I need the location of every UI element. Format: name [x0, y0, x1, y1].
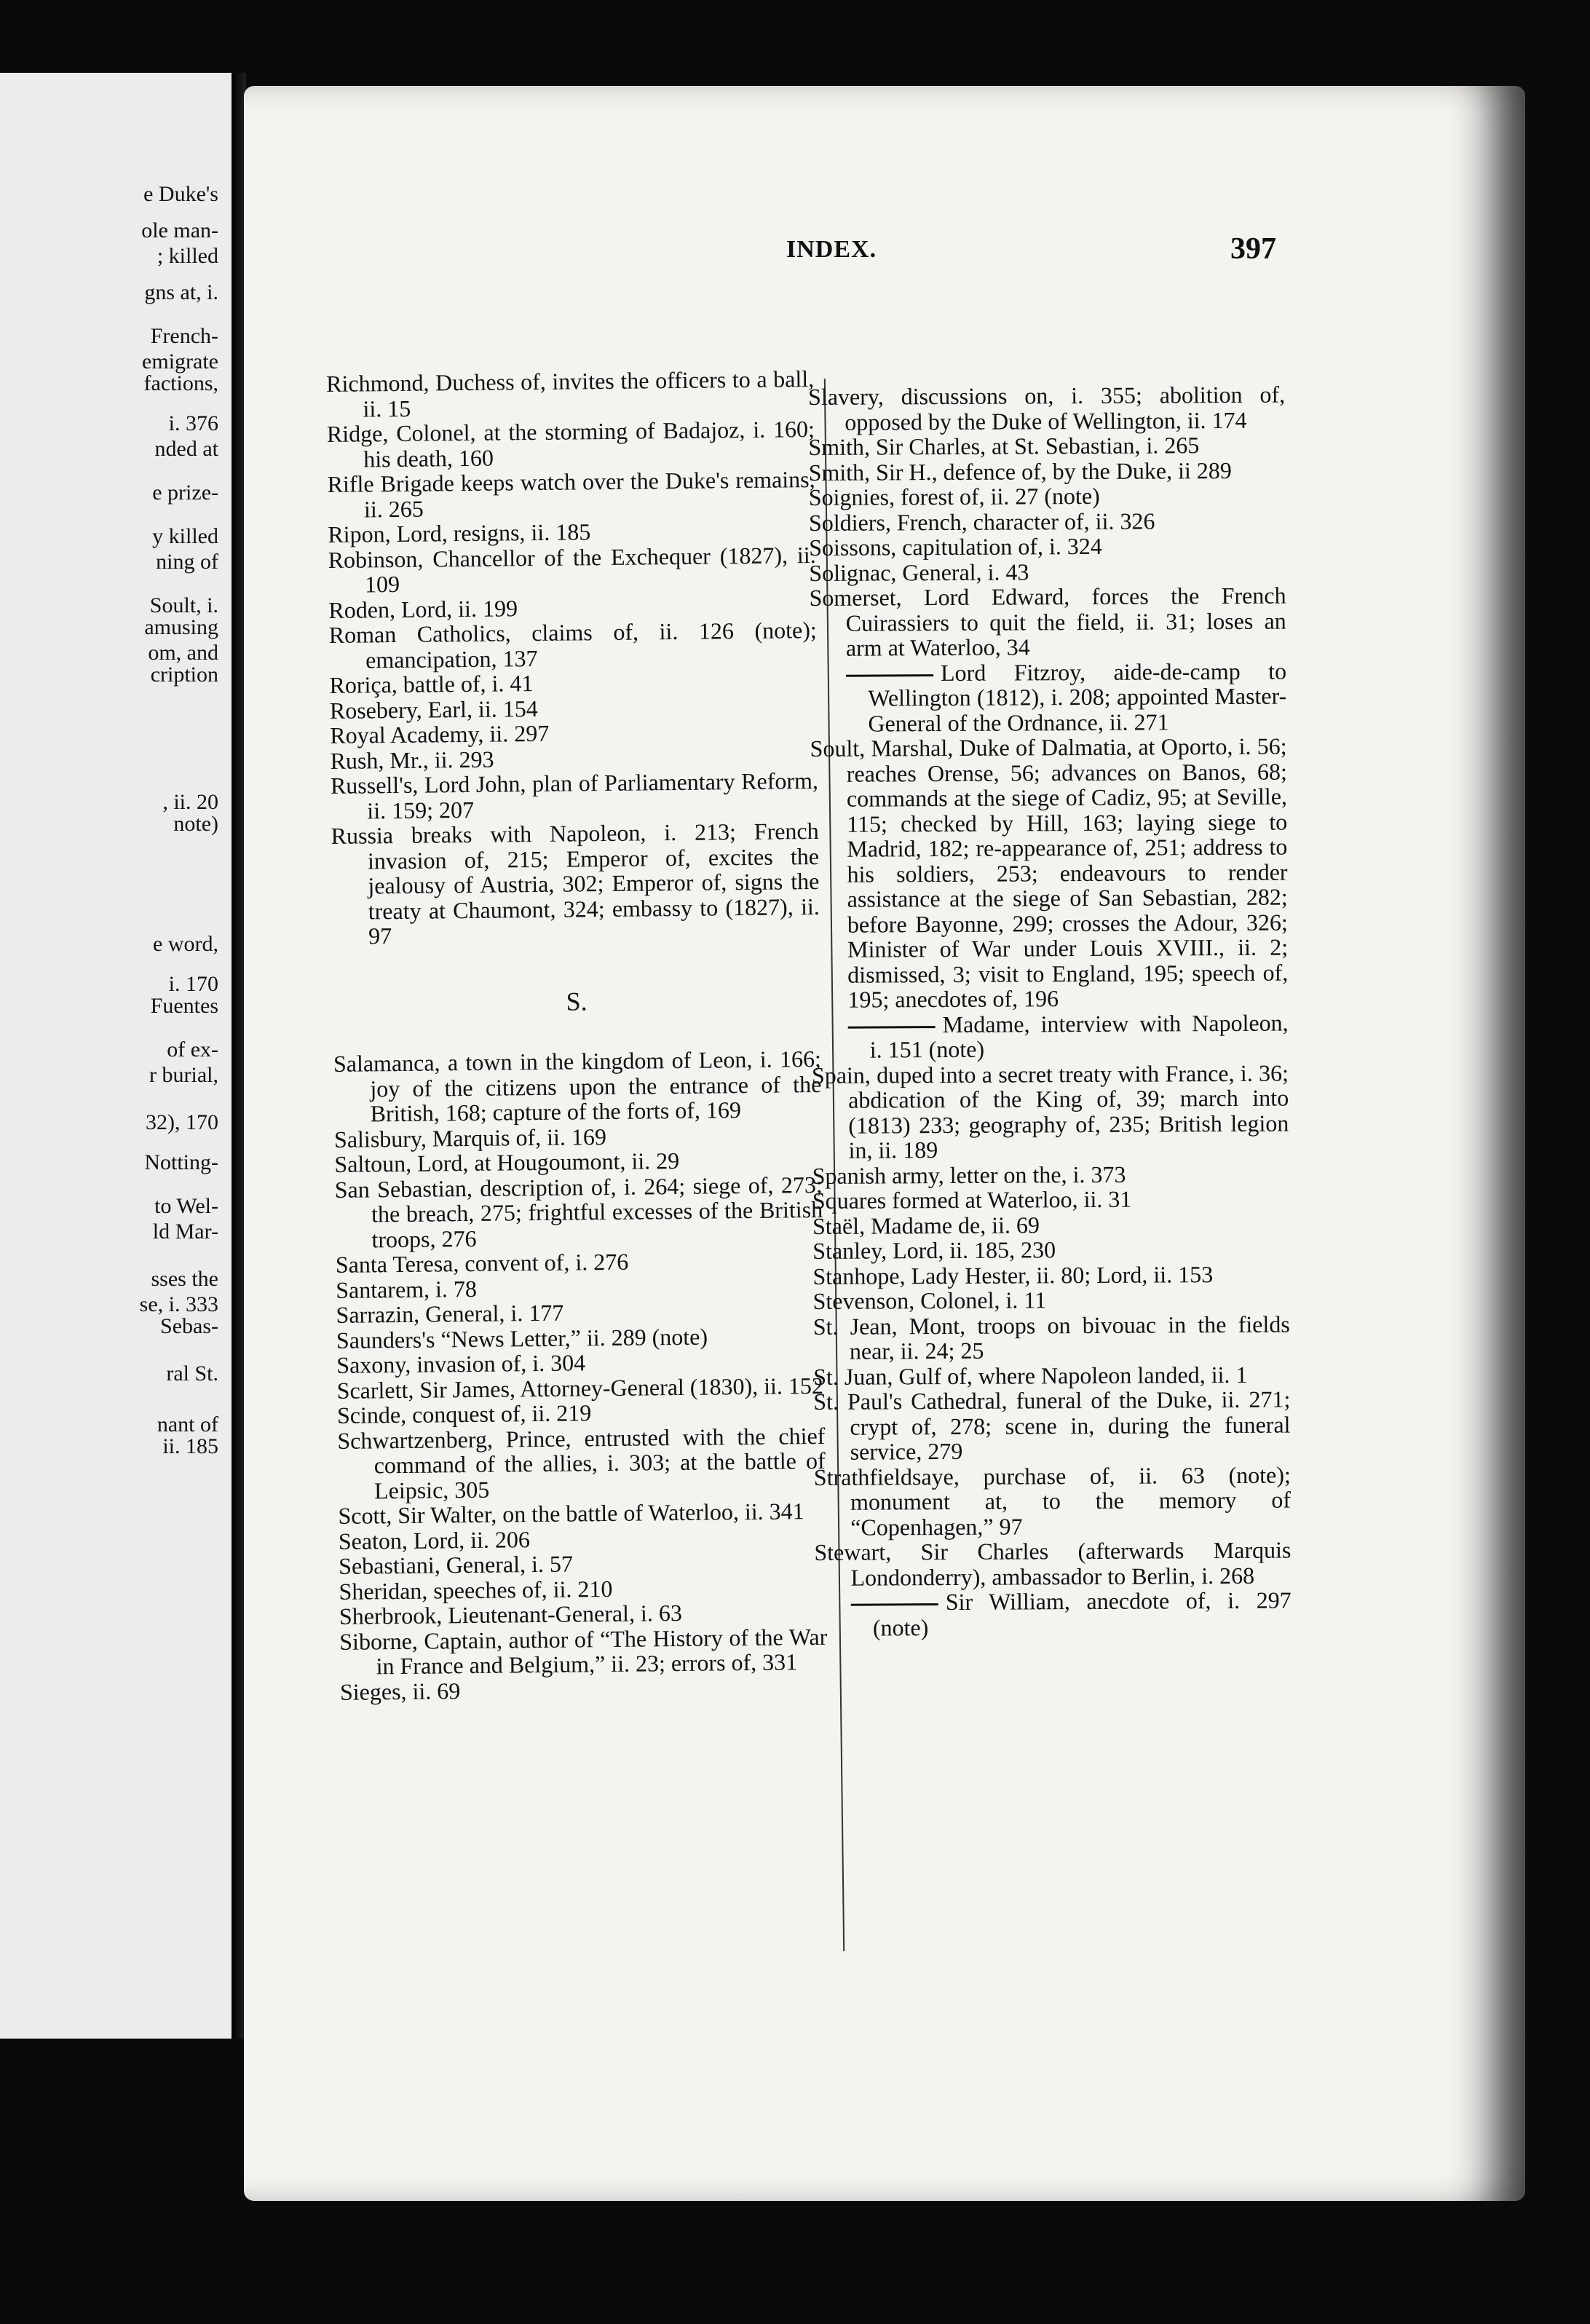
left-page-text: e word, — [153, 932, 218, 956]
index-entry — [810, 734, 1289, 1013]
left-page-text: cription — [150, 663, 218, 687]
index-entry-text: Roman Catholics, claims of, ii. 126 (note); emancipation, 137 — [328, 616, 817, 673]
left-page-text: Sebas- — [160, 1314, 218, 1338]
left-page-text: i. 170 — [168, 972, 218, 996]
left-page-text: r burial, — [149, 1063, 218, 1087]
index-entry — [329, 617, 818, 673]
left-page-text: of ex- — [167, 1038, 218, 1062]
left-page-text: ld Mar- — [152, 1220, 218, 1244]
index-entry — [333, 1046, 822, 1127]
index-entry — [812, 1186, 1289, 1214]
left-page-text: e prize- — [152, 481, 218, 505]
index-entry — [326, 366, 815, 422]
index-entry — [813, 1387, 1291, 1465]
left-page-text: ii. 185 — [162, 1434, 218, 1458]
index-entry-text: Russell's, Lord John, plan of Parliamentary Reform, ii. 159; 207 — [330, 767, 819, 823]
index-entry-text: Stewart, Sir Charles (afterwards Marquis Londonderry), ambassador to Berlin, i. 268 — [814, 1536, 1292, 1591]
index-entry — [809, 507, 1286, 535]
index-entry — [812, 1010, 1289, 1062]
index-entry-text: Roriça, battle of, i. 41 — [329, 670, 534, 698]
left-page-fragment — [0, 73, 234, 2039]
index-entry — [815, 1588, 1292, 1640]
entries-r — [326, 366, 820, 949]
index-entry — [813, 1361, 1290, 1389]
left-page-text: ral St. — [166, 1361, 218, 1386]
index-entry — [331, 768, 819, 823]
index-entry-text: Scott, Sir Walter, on the battle of Waterloo, ii. 341 — [338, 1498, 804, 1529]
index-entry-text: Saxony, invasion of, i. 304 — [336, 1349, 586, 1378]
left-page-text: i. 376 — [168, 411, 218, 435]
index-entry-text: Richmond, Duchess of, invites the officers to a ball, ii. 15 — [325, 365, 815, 422]
index-entry-text: Madame, interview with Napoleon, i. 151 (note) — [869, 1009, 1289, 1063]
index-entry-text: Santarem, i. 78 — [336, 1275, 478, 1303]
index-entry-text: Solignac, General, i. 43 — [809, 558, 1029, 586]
index-entry-text: Sarrazin, General, i. 177 — [336, 1299, 564, 1328]
index-entry-text: Spain, duped into a secret treaty with France, i. 36; abdication of the King of, 39; march into (1813) 233; geography of, 235; British legion in, ii. 189 — [811, 1059, 1289, 1163]
index-entry — [337, 1423, 826, 1503]
index-entry-text: Robinson, Chancellor of the Exchequer (1827), ii. 109 — [328, 541, 816, 598]
index-entry-text: Rifle Brigade keeps watch over the Duke's remains, ii. 265 — [327, 465, 815, 522]
index-entry — [809, 457, 1286, 485]
entries-s-continued — [808, 382, 1292, 1640]
index-entry — [808, 382, 1285, 435]
index-entry-text: Spanish army, letter on the, i. 373 — [812, 1161, 1126, 1189]
index-entry — [809, 558, 1286, 585]
section-letter: S. — [566, 986, 588, 1016]
index-entry — [339, 1624, 828, 1679]
index-entry — [812, 1060, 1289, 1163]
page-title: INDEX. — [786, 236, 877, 263]
index-entry — [813, 1286, 1290, 1314]
index-entry — [340, 1674, 828, 1704]
index-entry-text: Sir William, anecdote of, i. 297 (note) — [872, 1586, 1292, 1641]
index-entry — [812, 1211, 1289, 1238]
index-column-left — [326, 366, 828, 1704]
index-entry-text: Soldiers, French, character of, ii. 326 — [808, 507, 1155, 536]
index-entry-text: St. Jean, Mont, troops on bivouac in the fields near, ii. 24; 25 — [812, 1311, 1290, 1364]
index-entry-text: Smith, Sir H., defence of, by the Duke, ii 289 — [808, 456, 1232, 486]
index-entry-text: Smith, Sir Charles, at St. Sebastian, i. 265 — [808, 432, 1200, 460]
index-entry-text: Siborne, Captain, author of “The History of the War in France and Belgium,” ii. 23; errors of, 331 — [339, 1623, 828, 1680]
ditto-dash — [851, 1603, 938, 1606]
index-entry-text: Squares formed at Waterloo, ii. 31 — [812, 1185, 1132, 1214]
index-entry-text: Somerset, Lord Edward, forces the French Cuirassiers to quit the field, ii. 31; loses an arm at Waterloo, 34 — [809, 582, 1286, 661]
left-page-text: emigrate — [142, 349, 218, 374]
index-entry-text: Rush, Mr., ii. 293 — [330, 746, 494, 774]
index-entry — [810, 658, 1287, 736]
index-entry-text: Santa Teresa, convent of, i. 276 — [335, 1248, 629, 1278]
left-page-text: nant of — [157, 1412, 218, 1436]
index-entry — [336, 1372, 824, 1403]
left-page-text: Fuentes — [150, 994, 218, 1018]
index-entry-text: Royal Academy, ii. 297 — [330, 719, 550, 748]
index-entry-text: Roden, Lord, ii. 199 — [328, 594, 518, 623]
left-page-text: factions, — [143, 371, 218, 395]
index-entry — [328, 542, 817, 597]
index-column-right — [808, 382, 1292, 1640]
index-entry — [327, 467, 815, 522]
left-page-text: amusing — [144, 615, 218, 639]
index-entry-text: Seaton, Lord, ii. 206 — [338, 1525, 531, 1554]
index-entry-text: Strathfieldsaye, purchase of, ii. 63 (note); monument at, to the memory of “Copenhagen,” 97 — [813, 1461, 1292, 1541]
left-page-text: nded at — [154, 437, 218, 461]
index-entry-text: Saltoun, Lord, at Hougoumont, ii. 29 — [334, 1147, 680, 1177]
left-page-text: om, and — [148, 641, 218, 665]
index-entry — [338, 1498, 826, 1529]
index-entry-text: Russia breaks with Napoleon, i. 213; French invasion of, 215; Emperor of, excites the jealousy of Austria, 302; Emperor of, signs the treaty at Chaumont, 324; embassy to (1827), ii. 97 — [331, 817, 820, 949]
entries-s — [333, 1046, 828, 1704]
left-page-text: ning of — [156, 550, 218, 574]
index-entry-text: Sheridan, speeches of, ii. 210 — [339, 1575, 613, 1605]
index-entry — [813, 1311, 1290, 1364]
left-page-text: se, i. 333 — [139, 1292, 218, 1316]
index-entry-text: Lord Fitzroy, aide-de-camp to Wellington (1812), i. 208; appointed Master-General of the Ordnance, ii. 271 — [868, 657, 1287, 737]
ditto-dash — [848, 1026, 936, 1029]
index-entry — [812, 1236, 1289, 1264]
left-page-text: ; killed — [157, 244, 218, 268]
index-entry — [809, 533, 1286, 561]
index-entry-text: Soissons, capitulation of, i. 324 — [809, 532, 1102, 561]
index-entry-text: Schwartzenberg, Prince, entrusted with the chief command of the allies, i. 303; at the battle of Leipsic, 305 — [337, 1422, 826, 1503]
left-page-text: ole man- — [141, 218, 218, 242]
index-entry-text: Stanhope, Lady Hester, ii. 80; Lord, ii. 153 — [812, 1260, 1214, 1289]
index-entry-text: Scarlett, Sir James, Attorney-General (1830), ii. 152 — [336, 1372, 824, 1404]
index-entry — [814, 1538, 1291, 1590]
index-entry — [335, 1171, 823, 1252]
index-entry-text: St. Juan, Gulf of, where Napoleon landed, ii. 1 — [813, 1361, 1248, 1390]
left-page-text: sses the — [151, 1267, 218, 1291]
left-page-text: gns at, i. — [144, 280, 218, 304]
index-entry — [812, 1161, 1289, 1188]
index-entry-text: Slavery, discussions on, i. 355; abolition of, opposed by the Duke of Wellington, ii. 174 — [807, 381, 1286, 435]
index-entry — [331, 818, 820, 949]
index-entry-text: Ridge, Colonel, at the storming of Badajoz, i. 160; his death, 160 — [326, 415, 815, 472]
left-page-text: Notting- — [144, 1150, 218, 1174]
index-entry — [327, 416, 815, 472]
left-page-text: to Wel- — [154, 1194, 218, 1218]
index-entry-text: Saunders's “News Letter,” ii. 289 (note) — [336, 1323, 708, 1353]
index-entry — [814, 1462, 1292, 1540]
left-page-text: y killed — [152, 524, 218, 548]
left-page-text: Soult, i. — [149, 593, 218, 617]
left-page-text: e Duke's — [143, 182, 218, 206]
index-entry-text: San Sebastian, description of, i. 264; siege of, 273; the breach, 275; frightful excesses of the British troops, 276 — [334, 1171, 823, 1252]
index-entry-text: Sieges, ii. 69 — [339, 1677, 461, 1705]
index-entry — [809, 583, 1286, 661]
index-entry — [809, 483, 1286, 510]
index-entry-text: Scinde, conquest of, ii. 219 — [336, 1399, 592, 1428]
left-page-text: 32), 170 — [146, 1110, 218, 1134]
index-entry-text: Rosebery, Earl, ii. 154 — [329, 695, 538, 724]
index-entry-text: Stanley, Lord, ii. 185, 230 — [812, 1236, 1056, 1264]
index-entry-text: Salisbury, Marquis of, ii. 169 — [333, 1123, 607, 1153]
index-entry — [808, 432, 1285, 460]
index-entry-text: Soignies, forest of, ii. 27 (note) — [808, 482, 1100, 510]
index-entry-text: Sebastiani, General, i. 57 — [338, 1550, 574, 1579]
index-entry-text: Salamanca, a town in the kingdom of Leon, i. 166; joy of the citizens upon the entrance of the British, 168; capture of the forts of, 169 — [333, 1045, 822, 1127]
left-page-text: French- — [150, 324, 218, 348]
index-entry-text: Stevenson, Colonel, i. 11 — [812, 1286, 1047, 1314]
index-entry-text: St. Paul's Cathedral, funeral of the Duke, ii. 271; crypt of, 278; scene in, during the funeral service, 279 — [813, 1386, 1291, 1465]
index-entry-text: Staël, Madame de, ii. 69 — [812, 1211, 1040, 1239]
ditto-dash — [846, 674, 933, 677]
index-entry-text: Ripon, Lord, resigns, ii. 185 — [328, 518, 591, 548]
index-entry — [812, 1261, 1289, 1289]
index-entry-text: Sherbrook, Lieutenant-General, i. 63 — [339, 1599, 683, 1629]
page-number: 397 — [1230, 232, 1276, 266]
left-page-text: note) — [173, 812, 218, 836]
left-page-text: , ii. 20 — [162, 790, 218, 814]
index-entry-text: Soult, Marshal, Duke of Dalmatia, at Oporto, i. 56; reaches Orense, 56; advances on Banos, 68; commands at the siege of Cadiz, 95; at Seville, 115; checked by Hill, 163; laying siege to Madrid, 182; re-appearance of, 251; address to his soldiers, 253; endeavours to render assistance at the siege of San Sebastian, 282; before Bayonne, 299; crosses the Adour, 326; Minister of War under Louis XVIII., ii. 2; dismissed, 3; visit to England, 195; speech of, 195; anecdotes of, 196 — [810, 732, 1289, 1013]
